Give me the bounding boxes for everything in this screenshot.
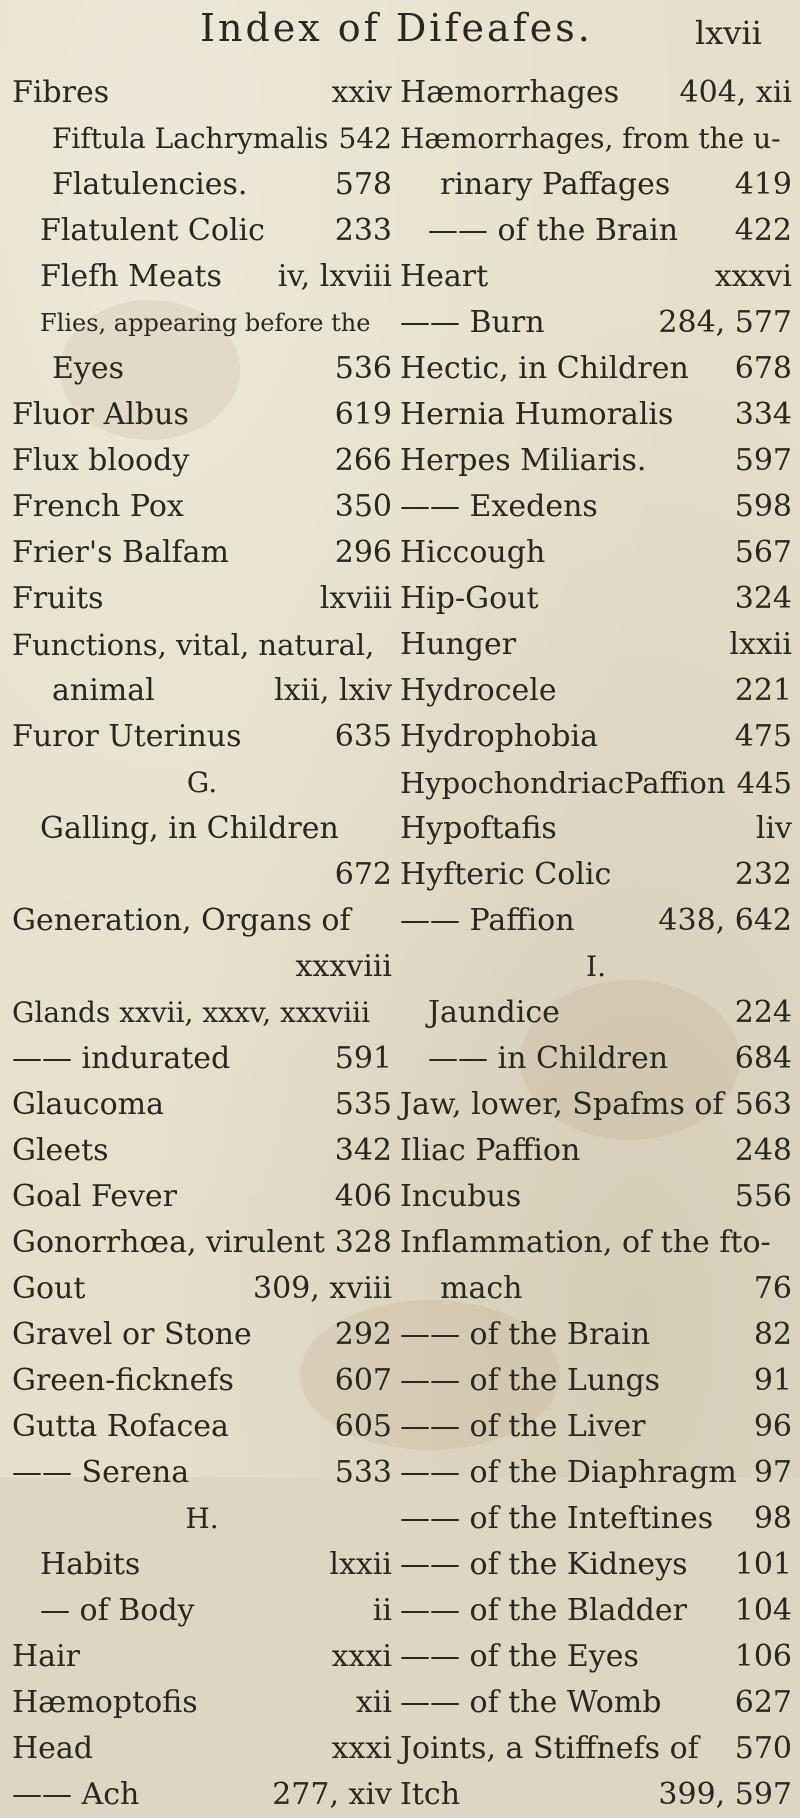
entry-pages: 536: [334, 351, 392, 386]
page-header: [0, 4, 800, 64]
entry-pages: 98: [753, 1501, 792, 1536]
index-entry: [12, 1450, 392, 1496]
entry-term: Hæmorrhages: [400, 75, 620, 110]
entry-pages: 296: [334, 535, 392, 570]
entry-pages: 627: [734, 1685, 792, 1720]
entry-pages: xxxvi: [714, 259, 792, 294]
entry-term: —— of the Diaphragm: [400, 1455, 737, 1490]
index-column-left: [12, 70, 392, 1818]
index-entry: [12, 1726, 392, 1772]
entry-term: Heart: [400, 259, 489, 294]
entry-term: Gout: [12, 1271, 86, 1306]
index-entry: [12, 1588, 392, 1634]
index-entry: [400, 254, 792, 300]
entry-pages: lxviii: [319, 581, 392, 616]
entry-pages: 224: [734, 995, 792, 1030]
entry-term: Hæmoptofis: [12, 1685, 198, 1720]
entry-pages: 563: [734, 1087, 792, 1122]
entry-term: Hernia Humoralis: [400, 397, 674, 432]
entry-pages: iv, lxviii: [277, 259, 392, 294]
index-entry: [12, 1312, 392, 1358]
entry-term: —— of the Bladder: [400, 1593, 687, 1628]
entry-pages: 535: [334, 1087, 392, 1122]
index-entry: [400, 852, 792, 898]
index-entry: [12, 1128, 392, 1174]
entry-term: Goal Fever: [12, 1179, 178, 1214]
entry-term: Furor Uterinus: [12, 719, 242, 754]
index-entry: [400, 162, 792, 208]
entry-pages: xxxi: [331, 1731, 392, 1766]
entry-term: Fluor Albus: [12, 397, 189, 432]
entry-term: —— Exedens: [400, 489, 598, 524]
entry-pages: 404, xii: [679, 75, 792, 110]
index-entry: [400, 622, 792, 668]
index-entry: [400, 346, 792, 392]
index-entry: [12, 1358, 392, 1404]
index-entry: [400, 714, 792, 760]
entry-term: Green-ficknefs: [12, 1363, 234, 1398]
index-entry: [400, 1312, 792, 1358]
entry-term: Fiftula Lachrymalis: [52, 122, 329, 155]
index-entry: [12, 806, 392, 852]
entry-pages: 277, xiv: [272, 1777, 392, 1812]
index-entry: [12, 1174, 392, 1220]
index-entry: [400, 1588, 792, 1634]
entry-term: Joints, a Stiffnefs of: [400, 1731, 699, 1766]
entry-pages: lxii, lxiv: [274, 673, 392, 708]
entry-pages: lxxii: [329, 1547, 392, 1582]
entry-term: —— of the Eyes: [400, 1639, 639, 1674]
entry-pages: xxiv: [331, 75, 392, 110]
entry-term: Iliac Paffion: [400, 1133, 581, 1168]
index-entry: [400, 1082, 792, 1128]
entry-term: Jaundice: [428, 995, 560, 1030]
entry-term: animal: [52, 673, 155, 708]
index-entry: [400, 576, 792, 622]
index-entry: [400, 70, 792, 116]
index-entry: [400, 668, 792, 714]
entry-term: —— of the Womb: [400, 1685, 662, 1720]
index-entry: [400, 1266, 792, 1312]
entry-pages: xxxviii: [295, 949, 392, 984]
entry-term: Habits: [40, 1547, 141, 1582]
entry-term: Itch: [400, 1777, 461, 1812]
entry-term: —— of the Brain: [400, 1317, 651, 1352]
section-letter: G.: [186, 766, 218, 799]
entry-term: Incubus: [400, 1179, 522, 1214]
index-entry: [12, 1772, 392, 1818]
entry-term: Hydrocele: [400, 673, 557, 708]
index-entry: [400, 990, 792, 1036]
entry-pages: 334: [734, 397, 792, 432]
entry-pages: xii: [355, 1685, 392, 1720]
index-entry: [400, 806, 792, 852]
entry-pages: 598: [734, 489, 792, 524]
entry-term: French Pox: [12, 489, 184, 524]
index-entry: [400, 1726, 792, 1772]
index-entry: [400, 1496, 792, 1542]
entry-term: Flux bloody: [12, 443, 190, 478]
entry-pages: 106: [734, 1639, 792, 1674]
entry-pages: 533: [334, 1455, 392, 1490]
index-entry: [400, 116, 792, 162]
entry-pages: 672: [334, 857, 392, 892]
index-entry: [400, 300, 792, 346]
index-entry: [12, 990, 392, 1036]
index-entry: [12, 1634, 392, 1680]
entry-pages: 678: [734, 351, 792, 386]
entry-pages: 591: [334, 1041, 392, 1076]
entry-pages: 284, 577: [658, 305, 792, 340]
entry-term: Flefh Meats: [40, 259, 222, 294]
index-entry: [12, 530, 392, 576]
entry-term: Inflammation, of the fto-: [400, 1225, 771, 1260]
entry-pages: 475: [734, 719, 792, 754]
index-entry: [400, 484, 792, 530]
entry-term: Hiccough: [400, 535, 546, 570]
entry-pages: 266: [334, 443, 392, 478]
index-entry: [12, 1220, 392, 1266]
entry-term: Hip-Gout: [400, 581, 539, 616]
entry-pages: 438, 642: [658, 903, 792, 938]
entry-pages: 292: [334, 1317, 392, 1352]
entry-term: Hyfteric Colic: [400, 857, 612, 892]
entry-pages: 309, xviii: [253, 1271, 392, 1306]
index-entry: [12, 668, 392, 714]
entry-term: — of Body: [40, 1593, 195, 1628]
entry-term: Herpes Miliaris.: [400, 443, 647, 478]
index-entry: [12, 70, 392, 116]
index-column-right: [400, 70, 792, 1818]
entry-pages: 76: [753, 1271, 792, 1306]
index-entry: [12, 116, 392, 162]
entry-term: Glaucoma: [12, 1087, 164, 1122]
index-entry: [12, 576, 392, 622]
entry-term: Hair: [12, 1639, 80, 1674]
entry-term: —— Ach: [12, 1777, 140, 1812]
entry-term: Hectic, in Children: [400, 351, 689, 386]
entry-term: Jaw, lower, Spafms of: [400, 1087, 724, 1122]
index-entry: [400, 760, 792, 806]
index-entry: [12, 898, 392, 944]
entry-pages: liv: [755, 811, 792, 846]
entry-term: Eyes: [52, 351, 124, 386]
index-entry: [12, 438, 392, 484]
index-entry: [400, 530, 792, 576]
entry-term: Gravel or Stone: [12, 1317, 252, 1352]
entry-term: —— in Children: [428, 1041, 669, 1076]
index-entry: [12, 484, 392, 530]
index-entry: [400, 1542, 792, 1588]
page-title: Index of Difeafes.: [200, 6, 593, 50]
entry-pages: 104: [734, 1593, 792, 1628]
entry-pages: 350: [334, 489, 392, 524]
index-entry: [12, 622, 392, 668]
index-entry: [12, 944, 392, 990]
entry-pages: ii: [372, 1593, 392, 1628]
page-number: lxvii: [695, 14, 762, 52]
index-entry: [400, 1634, 792, 1680]
index-entry: [12, 1082, 392, 1128]
index-entry: [400, 1036, 792, 1082]
entry-term: mach: [440, 1271, 523, 1306]
index-entry: [400, 1174, 792, 1220]
index-entry: [12, 714, 392, 760]
entry-term: —— of the Liver: [400, 1409, 646, 1444]
entry-pages: 82: [753, 1317, 792, 1352]
section-letter: I.: [586, 950, 606, 983]
entry-pages: 399, 597: [658, 1777, 792, 1812]
entry-pages: 419: [734, 167, 792, 202]
index-entry: [12, 300, 392, 346]
index-entry: [400, 1772, 792, 1818]
entry-term: Flatulencies.: [52, 167, 248, 202]
index-entry: [400, 898, 792, 944]
entry-term: Hæmorrhages, from the u-: [400, 122, 781, 155]
entry-term: Flatulent Colic: [40, 213, 265, 248]
index-entry: [12, 392, 392, 438]
entry-pages: 542: [338, 122, 392, 155]
entry-term: —— of the Brain: [428, 213, 679, 248]
entry-term: Hypoftafis: [400, 811, 557, 846]
entry-pages: 635: [334, 719, 392, 754]
entry-pages: xxxi: [331, 1639, 392, 1674]
entry-term: Hunger: [400, 627, 517, 662]
index-entry: [400, 1128, 792, 1174]
entry-term: Glands xxvii, xxxv, xxxviii: [12, 996, 371, 1029]
entry-term: —— indurated: [12, 1041, 231, 1076]
entry-term: —— Serena: [12, 1455, 190, 1490]
index-entry: [12, 1542, 392, 1588]
index-entry: [400, 1358, 792, 1404]
index-entry: [12, 162, 392, 208]
entry-term: Hydrophobia: [400, 719, 598, 754]
index-entry: [12, 1680, 392, 1726]
entry-pages: 605: [334, 1409, 392, 1444]
entry-pages: 96: [753, 1409, 792, 1444]
index-entry: [12, 1036, 392, 1082]
entry-pages: 406: [334, 1179, 392, 1214]
entry-pages: 342: [334, 1133, 392, 1168]
index-entry: [12, 346, 392, 392]
entry-pages: 328: [334, 1225, 392, 1260]
entry-term: rinary Paffages: [440, 167, 671, 202]
entry-pages: 607: [334, 1363, 392, 1398]
entry-pages: 619: [334, 397, 392, 432]
entry-term: —— Paffion: [400, 903, 575, 938]
entry-pages: 570: [734, 1731, 792, 1766]
entry-term: Fruits: [12, 581, 104, 616]
entry-pages: 101: [734, 1547, 792, 1582]
entry-term: Gutta Rofacea: [12, 1409, 229, 1444]
entry-term: —— of the Lungs: [400, 1363, 661, 1398]
index-entry: [12, 254, 392, 300]
index-entry: [12, 1266, 392, 1312]
entry-pages: 324: [734, 581, 792, 616]
entry-pages: 248: [734, 1133, 792, 1168]
entry-term: Gonorrhœa, virulent: [12, 1225, 325, 1260]
entry-term: Functions, vital, natural,: [12, 628, 375, 662]
index-entry: [400, 1450, 792, 1496]
entry-term: Head: [12, 1731, 94, 1766]
entry-term: Fibres: [12, 75, 110, 110]
entry-pages: lxxii: [729, 627, 792, 662]
entry-pages: 221: [734, 673, 792, 708]
entry-pages: 97: [753, 1455, 792, 1490]
entry-pages: 556: [734, 1179, 792, 1214]
entry-pages: 684: [734, 1041, 792, 1076]
entry-pages: 445: [736, 766, 792, 800]
entry-term: —— of the Inteftines: [400, 1501, 714, 1536]
entry-pages: 597: [734, 443, 792, 478]
index-entry: [400, 438, 792, 484]
index-entry: [400, 1404, 792, 1450]
index-entry: [400, 208, 792, 254]
index-entry: [400, 1220, 792, 1266]
entry-term: Galling, in Children: [40, 811, 339, 846]
entry-term: Generation, Organs of: [12, 903, 351, 938]
index-entry: [12, 1404, 392, 1450]
entry-term: Gleets: [12, 1133, 109, 1168]
entry-term: Frier's Balfam: [12, 535, 229, 570]
entry-term: HypochondriacPaffion: [400, 766, 726, 800]
entry-pages: 578: [334, 167, 392, 202]
entry-term: —— Burn: [400, 305, 545, 340]
index-entry: [400, 1680, 792, 1726]
entry-pages: 567: [734, 535, 792, 570]
entry-pages: 422: [734, 213, 792, 248]
entry-term: —— of the Kidneys: [400, 1547, 688, 1582]
entry-term: Flies, appearing before the: [40, 309, 371, 337]
entry-pages: 232: [734, 857, 792, 892]
index-entry: [400, 392, 792, 438]
entry-pages: 91: [753, 1363, 792, 1398]
entry-pages: 233: [334, 213, 392, 248]
index-entry: [12, 208, 392, 254]
section-letter: H.: [185, 1502, 219, 1535]
index-entry: [12, 852, 392, 898]
